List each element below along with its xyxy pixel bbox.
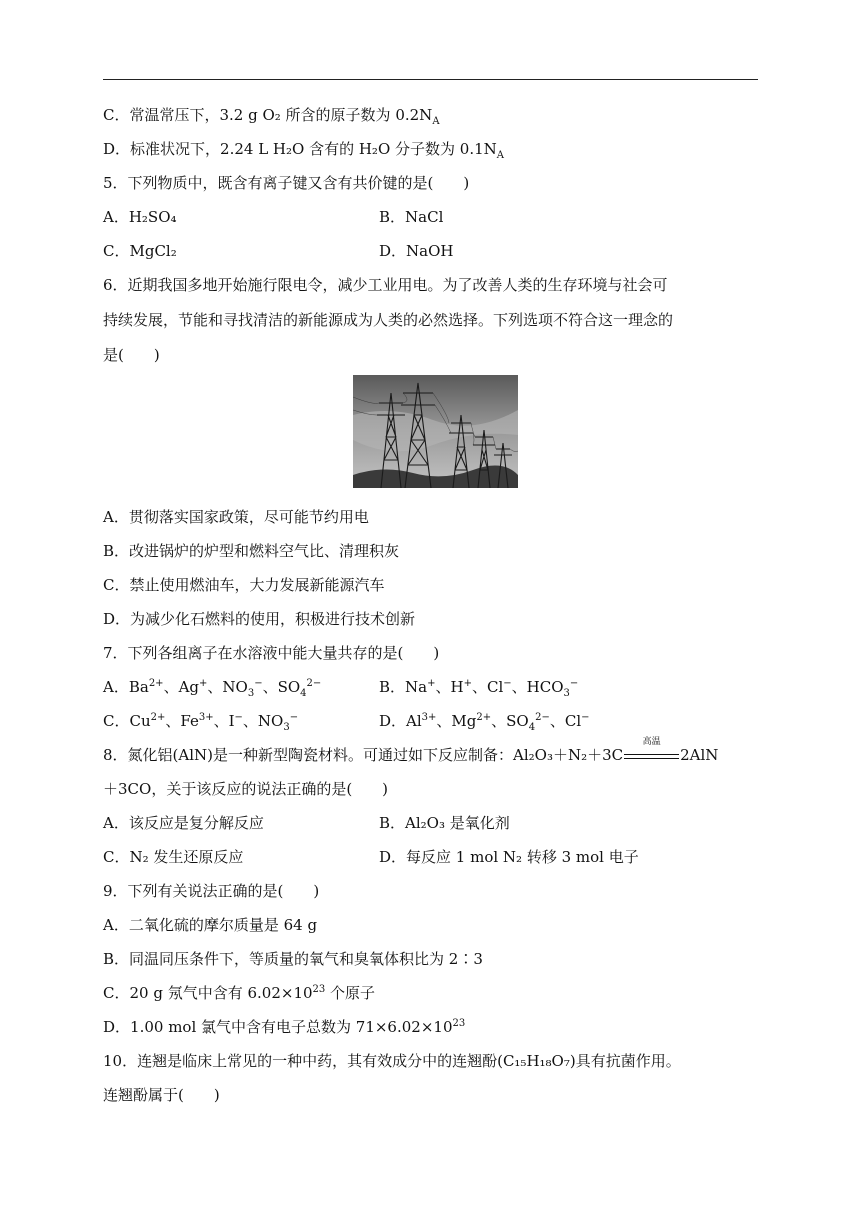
- q8-stem-line1: 8．氮化铝(AlN)是一种新型陶瓷材料。可通过如下反应制备：Al₂O₃＋N₂＋3C 高温 2AlN: [103, 737, 719, 764]
- q5-option-a: A．H₂SO₄: [103, 208, 177, 226]
- q8-option-a: A．该反应是复分解反应: [103, 814, 264, 832]
- q7-option-c: C．$Cu^{2+}$、$Fe^{3+}$、I−、$NO_3^-$: [103, 712, 299, 733]
- q7-option-b: B．Na+、H+、Cl−、$HCO_3^-$: [379, 678, 579, 699]
- q8-option-b: B．Al₂O₃ 是氧化剂: [379, 814, 510, 832]
- q9-option-d: D．1.00 mol 氯气中含有电子总数为 $71\times 6.02\times 10^{23}$: [103, 1018, 466, 1036]
- q6-option-d: D．为减少化石燃料的使用，积极进行技术创新: [103, 610, 416, 628]
- header-rule: [103, 79, 758, 80]
- q4-option-c: C．常温常压下，3.2 g O₂ 所含的原子数为 $0.2N_A$: [103, 106, 440, 127]
- q5-options-cd: [103, 234, 763, 268]
- q8-option-d: D．每反应 1 mol N₂ 转移 3 mol 电子: [379, 848, 639, 866]
- q5-options-ab: [103, 200, 763, 234]
- q6-stem-line3: 是( ): [103, 346, 160, 364]
- q4-option-d: D．标准状况下，2.24 L H₂O 含有的 H₂O 分子数为 $0.1N_A$: [103, 140, 504, 161]
- q9-stem: 9．下列有关说法正确的是( ): [103, 882, 320, 900]
- q6-stem-line1: 6．近期我国多地开始施行限电令，减少工业用电。为了改善人类的生存环境与社会可: [103, 276, 668, 294]
- q8-options-ab: [103, 806, 763, 840]
- q7-options-cd: [103, 704, 763, 738]
- q6-stem-line2: 持续发展，节能和寻找清洁的新能源成为人类的必然选择。下列选项不符合这一理念的: [103, 311, 674, 329]
- q6-option-b: B．改进锅炉的炉型和燃料空气比、清理积灰: [103, 542, 400, 560]
- q5-stem: 5．下列物质中，既含有离子键又含有共价键的是( ): [103, 174, 470, 192]
- q9-option-b: B．同温同压条件下，等质量的氧气和臭氧体积比为 2∶3: [103, 950, 483, 968]
- exam-page: [103, 98, 763, 1112]
- q9-option-c: C．20 g 氖气中含有 $6.02\times 10^{23}$ 个原子: [103, 984, 376, 1002]
- q8-stem-line2: ＋3CO，关于该反应的说法正确的是( ): [103, 780, 389, 798]
- reaction-condition-arrow: 高温: [624, 749, 679, 763]
- power-transmission-towers-photo: [353, 375, 518, 488]
- q6-figure: [103, 373, 763, 500]
- q5-option-c: C．MgCl₂: [103, 242, 177, 260]
- q7-options-ab: [103, 670, 763, 704]
- q7-stem: 7．下列各组离子在水溶液中能大量共存的是( ): [103, 644, 440, 662]
- q7-option-d: D．$Al^{3+}$、$Mg^{2+}$、$SO_4^{2-}$、Cl−: [379, 712, 590, 733]
- q7-option-a: A．$Ba^{2+}$、Ag+、$NO_3^-$、$SO_4^{2-}$: [103, 678, 322, 699]
- q10-stem-line2: 连翘酚属于( ): [103, 1086, 220, 1104]
- q8-option-c: C．N₂ 发生还原反应: [103, 848, 244, 866]
- q5-option-d: D．NaOH: [379, 242, 454, 260]
- q8-options-cd: [103, 840, 763, 874]
- q5-option-b: B．NaCl: [379, 208, 444, 226]
- q9-option-a: A．二氧化硫的摩尔质量是 64 g: [103, 916, 318, 934]
- q6-option-c: C．禁止使用燃油车，大力发展新能源汽车: [103, 576, 385, 594]
- q6-option-a: A．贯彻落实国家政策，尽可能节约用电: [103, 508, 369, 526]
- q10-stem-line1: 10．连翘是临床上常见的一种中药，其有效成分中的连翘酚(C₁₅H₁₈O₇)具有抗菌作用。: [103, 1052, 681, 1070]
